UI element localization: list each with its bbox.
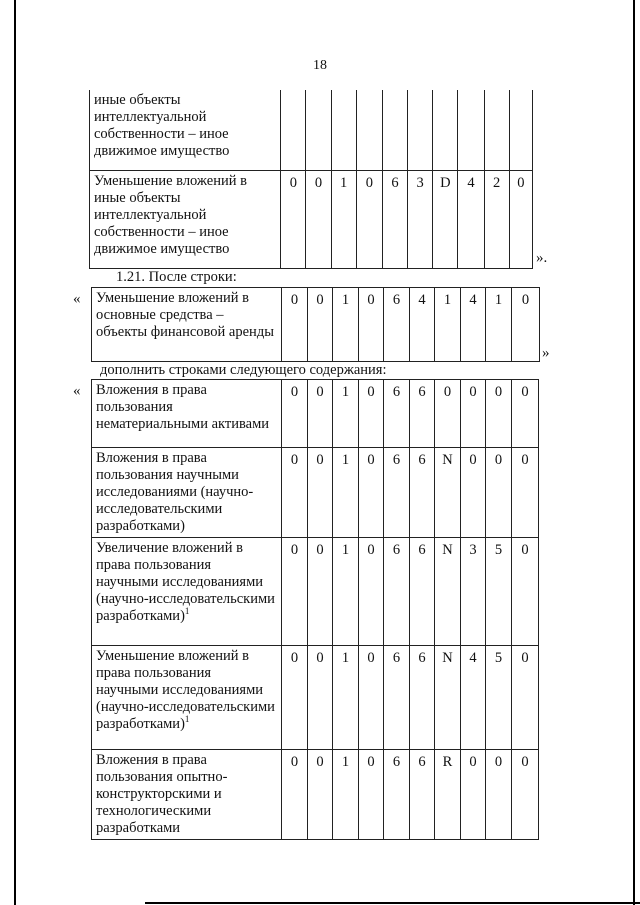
code-digit: 4: [458, 170, 484, 268]
code-digit: 6: [410, 448, 435, 538]
code-digit: 0: [359, 750, 384, 840]
code-digit: [281, 90, 306, 170]
code-digit: D: [433, 170, 458, 268]
footnote-marker: 1: [184, 714, 190, 725]
code-digit: 2: [484, 170, 509, 268]
code-digit: 0: [308, 750, 333, 840]
code-digit: 1: [333, 750, 359, 840]
code-digit: 0: [308, 288, 333, 362]
scan-edge-left: [14, 0, 16, 905]
page-number: 18: [313, 58, 327, 73]
code-digit: 0: [512, 538, 539, 646]
code-digit: 0: [359, 646, 384, 750]
row-label: Вложения в права пользования опытно-конструкторскими и технологическими разработками: [92, 750, 282, 840]
code-digit: [408, 90, 433, 170]
code-digit: 1: [435, 288, 461, 362]
code-digit: 0: [486, 380, 512, 448]
code-digit: 0: [359, 538, 384, 646]
code-digit: [458, 90, 484, 170]
row-label: [92, 538, 282, 646]
opening-quote-mark: «: [73, 291, 81, 307]
code-digit: [484, 90, 509, 170]
code-digit: 0: [359, 448, 384, 538]
code-digit: 0: [282, 646, 308, 750]
code-digit: 0: [282, 538, 308, 646]
code-digit: 0: [509, 170, 532, 268]
code-digit: 6: [410, 750, 435, 840]
code-digit: 0: [461, 448, 486, 538]
scan-edge-bottom: [145, 902, 640, 904]
code-digit: [433, 90, 458, 170]
table-reference-row: [91, 287, 540, 362]
code-digit: 4: [410, 288, 435, 362]
row-label: Вложения в права пользования научными исследованиями (научно-исследовательскими разработками): [92, 448, 282, 538]
code-digit: 5: [486, 538, 512, 646]
code-digit: 0: [306, 170, 331, 268]
code-digit: 1: [331, 170, 356, 268]
code-digit: 6: [410, 646, 435, 750]
table-row: [92, 538, 539, 646]
code-digit: 1: [333, 646, 359, 750]
table-row: [92, 750, 539, 840]
code-digit: 0: [308, 538, 333, 646]
code-digit: 1: [333, 380, 359, 448]
table-row: [90, 90, 533, 170]
row-label: иные объекты интеллектуальной собственности – иное движимое имущество: [90, 90, 281, 170]
code-digit: N: [435, 538, 461, 646]
code-digit: 4: [461, 646, 486, 750]
closing-quote-mark: ».: [536, 250, 548, 266]
code-digit: 1: [486, 288, 512, 362]
code-digit: 0: [512, 646, 539, 750]
footnote-marker: 1: [184, 606, 190, 617]
table-continuation: [89, 90, 533, 269]
code-digit: R: [435, 750, 461, 840]
code-digit: 1: [333, 448, 359, 538]
code-digit: 0: [461, 380, 486, 448]
row-label: Уменьшение вложений в иные объекты интеллектуальной собственности – иное движимое имущество: [90, 170, 281, 268]
table-row: [90, 170, 533, 268]
row-label: Уменьшение вложений в основные средства – объекты финансовой аренды: [92, 288, 282, 362]
code-digit: 0: [461, 750, 486, 840]
code-digit: 1: [333, 538, 359, 646]
code-digit: [331, 90, 356, 170]
code-digit: 6: [384, 750, 410, 840]
code-digit: 6: [384, 538, 410, 646]
code-digit: 6: [384, 380, 410, 448]
code-digit: 0: [356, 170, 382, 268]
code-digit: 4: [461, 288, 486, 362]
code-digit: 0: [308, 646, 333, 750]
code-digit: 0: [512, 750, 539, 840]
table-row: [92, 380, 539, 448]
code-digit: 6: [382, 170, 407, 268]
closing-quote-mark: »: [542, 345, 550, 361]
row-label-text: Увеличение вложений в права пользования научными исследованиями (научно-исследовательскими разработками): [96, 540, 275, 624]
row-label-text: Уменьшение вложений в права пользования научными исследованиями (научно-исследовательскими разработками): [96, 648, 275, 732]
code-digit: 6: [410, 380, 435, 448]
table-row: [92, 646, 539, 750]
code-digit: 6: [410, 538, 435, 646]
code-digit: [382, 90, 407, 170]
row-label: [92, 646, 282, 750]
scan-edge-right: [633, 0, 635, 905]
code-digit: 0: [512, 448, 539, 538]
code-digit: [356, 90, 382, 170]
code-digit: 6: [384, 646, 410, 750]
code-digit: 0: [359, 288, 384, 362]
table-new-rows: [91, 379, 539, 840]
code-digit: 0: [282, 448, 308, 538]
row-label: Вложения в права пользования нематериальными активами: [92, 380, 282, 448]
code-digit: 0: [282, 750, 308, 840]
code-digit: 3: [461, 538, 486, 646]
code-digit: 0: [282, 380, 308, 448]
code-digit: 0: [486, 448, 512, 538]
code-digit: 0: [512, 380, 539, 448]
code-digit: 0: [512, 288, 540, 362]
code-digit: 0: [359, 380, 384, 448]
code-digit: 1: [333, 288, 359, 362]
table-row: [92, 288, 540, 362]
code-digit: 0: [435, 380, 461, 448]
code-digit: 6: [384, 448, 410, 538]
code-digit: 0: [282, 288, 308, 362]
code-digit: [509, 90, 532, 170]
code-digit: [306, 90, 331, 170]
table-row: [92, 448, 539, 538]
opening-quote-mark: «: [73, 383, 81, 399]
amendment-instruction: дополнить строками следующего содержания:: [100, 362, 387, 378]
code-digit: 0: [486, 750, 512, 840]
code-digit: N: [435, 646, 461, 750]
code-digit: 5: [486, 646, 512, 750]
amendment-intro: 1.21. После строки:: [116, 269, 237, 285]
code-digit: 0: [308, 380, 333, 448]
code-digit: N: [435, 448, 461, 538]
code-digit: 0: [281, 170, 306, 268]
code-digit: 6: [384, 288, 410, 362]
code-digit: 3: [408, 170, 433, 268]
code-digit: 0: [308, 448, 333, 538]
